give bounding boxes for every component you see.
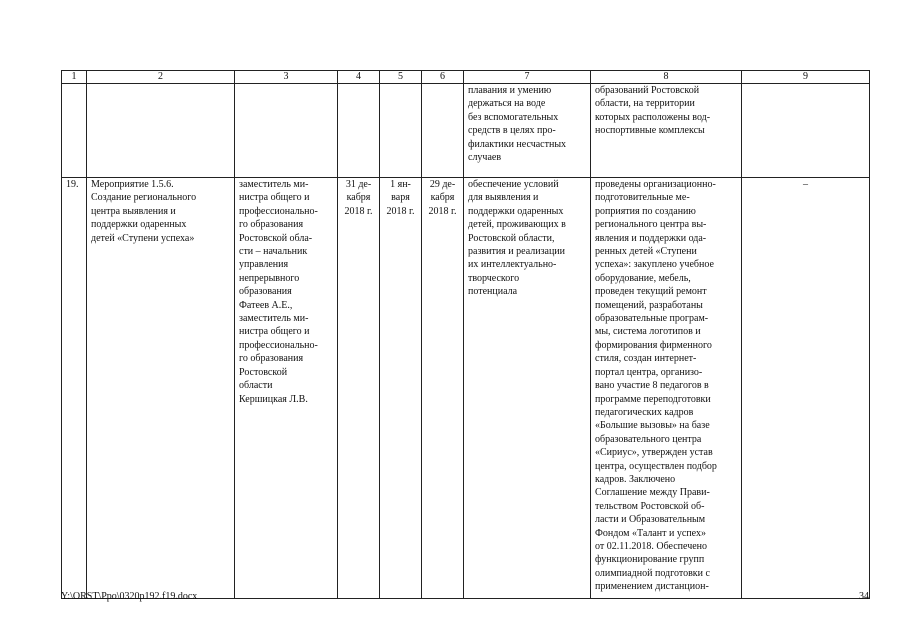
table-row-19 — [62, 178, 870, 599]
table-cell — [235, 84, 338, 178]
note-cell: – — [742, 178, 870, 599]
column-number-cell: 8 — [591, 71, 742, 84]
table-cell — [422, 84, 464, 178]
continued-row — [62, 84, 870, 178]
responsible-cell: заместитель ми- нистра общего и профессионально- го образования Ростовской обла- сти – начальник управления непрерывного образования Фатеев А.Е., заместитель ми- нистра общего и профессионально- го образования Ростовской области Кершицкая Л.В. — [235, 178, 338, 599]
actual-result-cell: проведены организационно- подготовительные ме- роприятия по созданию регионального центра вы- явления и поддержки ода- ренных детей «Ступени успеха»: закуплено учебное оборудование, мебель, проведен текущий ремонт помещений, разработаны образовательные програм- мы, система логотипов и формирования фирменного стиля, создан интернет- портал центра, организо- вано участие 8 педагогов в программе переподготовки педагогических кадров «Большие вызовы» на базе образовательного центра «Сириус», утвержден устав центра, осуществлен подбор кадров. Заключено Соглашение между Прави- тельством Ростовской об- ласти и Образовательным Фондом «Талант и успех» от 02.11.2018. Обеспечено функционирование групп олимпиадной подготовки с применением дистанцион- — [591, 178, 742, 599]
table-cell — [338, 84, 380, 178]
footer-file-path: Y:\ORST\Ppo\0320p192.f19.docx — [61, 591, 198, 602]
column-number-cell: 9 — [742, 71, 870, 84]
expected-result-cell: плавания и умению держаться на воде без вспомогательных средств в целях про- филактики несчастных случаев — [464, 84, 591, 178]
column-number-cell: 5 — [380, 71, 422, 84]
start-date-cell: 1 ян- варя 2018 г. — [380, 178, 422, 599]
table-cell — [742, 84, 870, 178]
column-number-cell: 4 — [338, 71, 380, 84]
measure-cell: Мероприятие 1.5.6. Создание регионального центра выявления и поддержки одаренных детей «Ступени успеха» — [87, 178, 235, 599]
row-number-cell: 19. — [62, 178, 87, 599]
end-date-cell: 29 де- кабря 2018 г. — [422, 178, 464, 599]
document-table — [61, 70, 870, 599]
actual-result-cell: образований Ростовской области, на территории которых расположены вод- носпортивные комплексы — [591, 84, 742, 178]
column-number-row — [62, 71, 870, 84]
expected-result-cell: обеспечение условий для выявления и поддержки одаренных детей, проживающих в Ростовской области, развития и реализации их интеллектуально- творческого потенциала — [464, 178, 591, 599]
column-number-cell: 6 — [422, 71, 464, 84]
column-number-cell: 1 — [62, 71, 87, 84]
page-number: 34 — [859, 591, 869, 602]
planned-date-cell: 31 де- кабря 2018 г. — [338, 178, 380, 599]
column-number-cell: 7 — [464, 71, 591, 84]
table-cell — [87, 84, 235, 178]
table-cell — [380, 84, 422, 178]
column-number-cell: 2 — [87, 71, 235, 84]
table-cell — [62, 84, 87, 178]
column-number-cell: 3 — [235, 71, 338, 84]
